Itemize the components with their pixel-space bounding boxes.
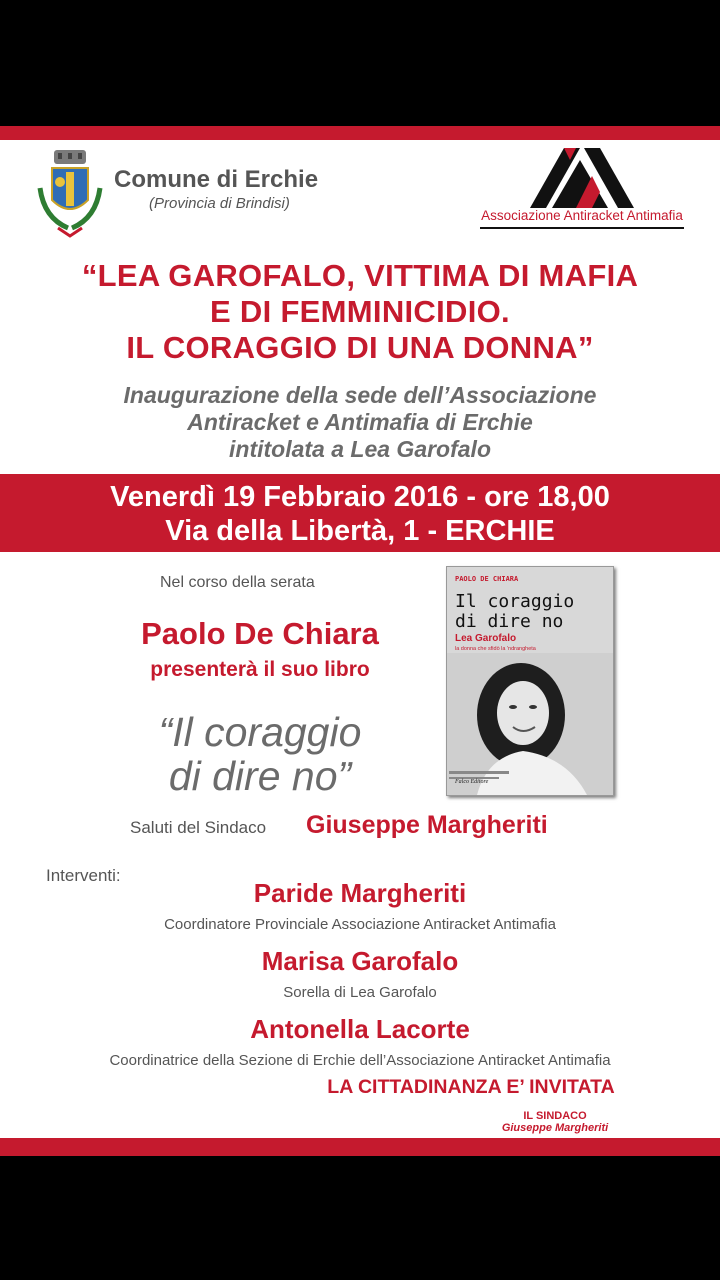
association-logo-icon xyxy=(480,146,684,208)
logo-underline xyxy=(480,227,684,229)
book-cover-author: PAOLO DE CHIARA xyxy=(455,575,519,583)
event-title xyxy=(0,258,720,366)
subtitle-line-1: Inaugurazione della sede dell’Associazione xyxy=(123,382,597,408)
speaker-3-name: Antonella Lacorte xyxy=(250,1014,470,1044)
signature-name: Giuseppe Margheriti xyxy=(501,1122,609,1134)
speaker-1-role: Coordinatore Provinciale Associazione Antiracket Antimafia xyxy=(164,916,556,933)
event-poster xyxy=(0,126,720,1156)
subtitle-line-2: Antiracket e Antimafia di Erchie xyxy=(187,409,533,435)
association-logo xyxy=(480,146,684,246)
presentation-action: presenterà il suo libro xyxy=(150,658,370,681)
speaker-2-role: Sorella di Lea Garofalo xyxy=(283,984,437,1001)
municipality-crest-icon xyxy=(36,148,104,240)
municipality-name: Comune di Erchie xyxy=(114,166,319,193)
speaker-3-role: Coordinatrice della Sezione di Erchie dell’Associazione Antiracket Antimafia xyxy=(109,1052,611,1069)
author-name: Paolo De Chiara xyxy=(141,616,379,651)
book-cover-title-1: Il coraggio xyxy=(455,591,575,612)
speaker-1-name: Paride Margheriti xyxy=(253,878,467,908)
book-title-line-2: di dire no” xyxy=(168,753,352,799)
invitation: LA CITTADINANZA E’ INVITATA xyxy=(327,1076,615,1098)
title-line-2: E DI FEMMINICIDIO. xyxy=(210,294,510,329)
title-line-3: IL CORAGGIO DI UNA DONNA” xyxy=(126,330,594,365)
date-place-band xyxy=(0,474,720,552)
book-cover-tagline: la donna che sfidò la 'ndrangheta xyxy=(455,646,536,652)
subtitle-line-3: intitolata a Lea Garofalo xyxy=(229,436,491,462)
speaker-2-name: Marisa Garofalo xyxy=(261,946,459,976)
book-cover xyxy=(446,566,614,796)
bottom-red-band xyxy=(0,1138,720,1156)
event-subtitle xyxy=(0,382,720,463)
book-cover-subtitle: Lea Garofalo xyxy=(455,633,517,644)
signature-title: IL SINDACO xyxy=(523,1110,587,1122)
book-cover-title-2: di dire no xyxy=(455,611,564,632)
book-title-line-1: “Il coraggio xyxy=(158,709,362,755)
presentation-intro: Nel corso della serata xyxy=(160,574,315,591)
mayor-name: Giuseppe Margheriti xyxy=(306,811,548,839)
book-cover-portrait-icon xyxy=(447,653,613,795)
event-place: Via della Libertà, 1 - ERCHIE xyxy=(165,515,555,547)
association-logo-text: Associazione Antiracket Antimafia xyxy=(481,208,683,223)
event-date: Venerdì 19 Febbraio 2016 - ore 18,00 xyxy=(110,481,610,513)
book-cover-publisher: Falco Editore xyxy=(455,779,489,785)
speakers-label: Interventi: xyxy=(46,866,121,885)
province-name: (Provincia di Brindisi) xyxy=(149,195,290,212)
greetings-label: Saluti del Sindaco xyxy=(130,818,267,837)
top-red-band xyxy=(0,126,720,140)
title-line-1: “LEA GAROFALO, VITTIMA DI MAFIA xyxy=(81,258,639,293)
book-title-quote xyxy=(110,710,410,798)
